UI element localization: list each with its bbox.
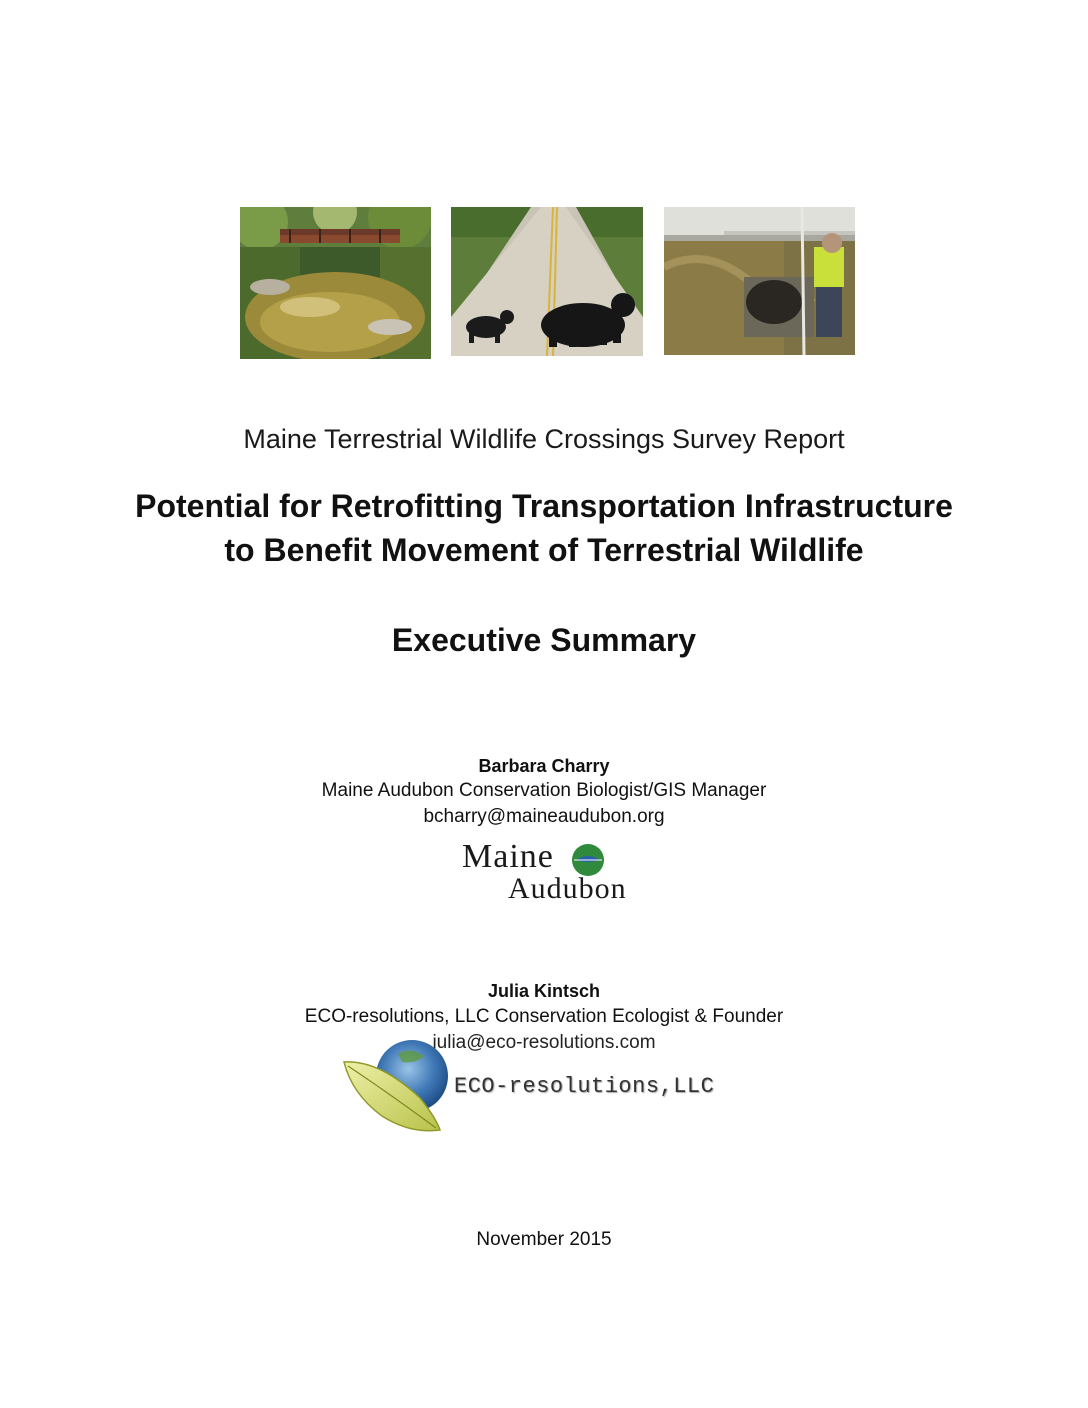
- author2-email[interactable]: julia@eco-resolutions.com: [432, 1032, 656, 1053]
- executive-summary-heading: Executive Summary: [391, 622, 697, 658]
- author2-name: Julia Kintsch: [487, 981, 601, 1001]
- author2-role: ECO-resolutions, LLC Conservation Ecologist & Founder: [304, 1006, 784, 1027]
- globe-leaf-icon: [340, 1034, 460, 1142]
- bridge-over-stream-photo: [240, 207, 431, 359]
- author1-name: Barbara Charry: [478, 756, 610, 776]
- eco-resolutions-logo-text: ECO-resolutions,LLC: [454, 1074, 715, 1099]
- report-title-line-1: Potential for Retrofitting Transportation Infrastructure: [135, 488, 953, 524]
- maine-audubon-logo-line1: Maine: [462, 838, 554, 875]
- series-title: Maine Terrestrial Wildlife Crossings Survey Report: [243, 424, 845, 454]
- culvert-survey-worker-photo: [664, 207, 855, 355]
- report-title-line-2: to Benefit Movement of Terrestrial Wildlife: [224, 532, 864, 568]
- author1-role: Maine Audubon Conservation Biologist/GIS Manager: [321, 780, 767, 801]
- report-date: November 2015: [476, 1229, 612, 1250]
- bears-crossing-road-photo: [451, 207, 643, 356]
- eco-resolutions-logo: [340, 1034, 720, 1142]
- maine-audubon-logo-line2: Audubon: [508, 872, 627, 905]
- report-title: [0, 484, 1088, 572]
- maine-audubon-logo: [462, 838, 662, 910]
- author1-email[interactable]: bcharry@maineaudubon.org: [423, 806, 665, 827]
